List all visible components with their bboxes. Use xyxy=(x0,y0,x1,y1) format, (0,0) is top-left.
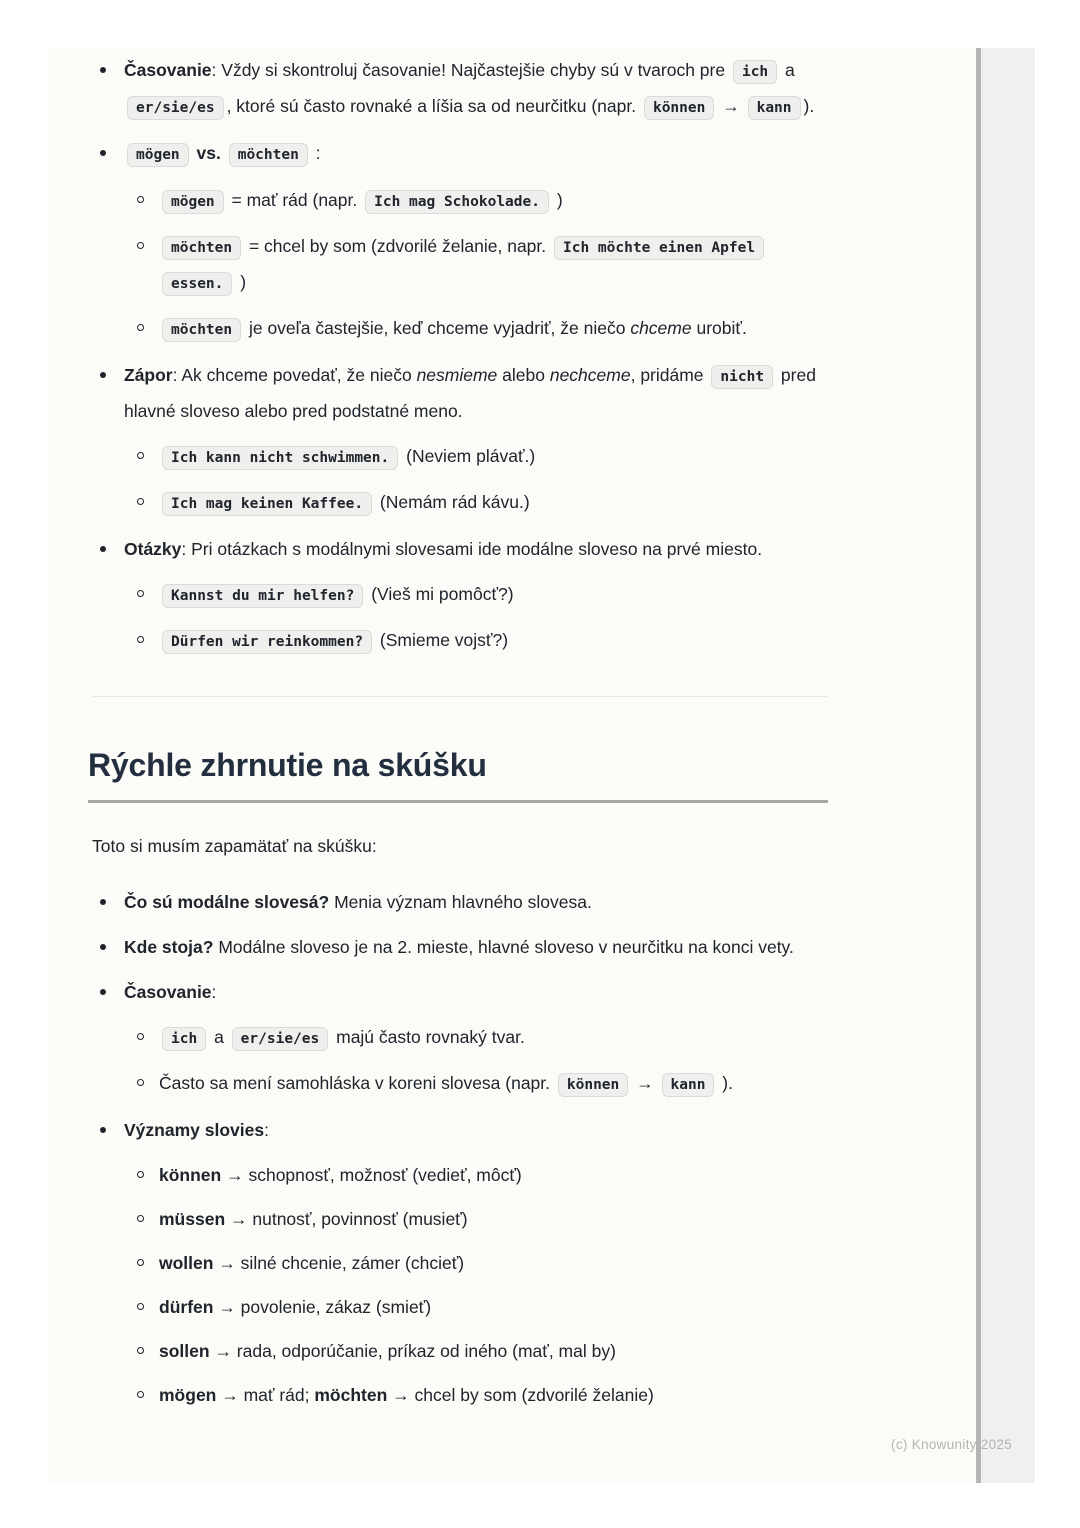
list-item-text xyxy=(159,311,828,347)
code-chip: Ich möchte einen Apfel essen. xyxy=(162,236,764,296)
sub-list-item xyxy=(137,1290,828,1324)
text-segment: : Pri otázkach s modálnymi slovesami ide modálne sloveso na prvé miesto. xyxy=(181,539,763,559)
text-segment: → schopnosť, možnosť (vedieť, môcť) xyxy=(221,1165,522,1185)
text-segment: a xyxy=(780,60,795,80)
code-chip: ich xyxy=(733,60,777,84)
code-chip: Ich kann nicht schwimmen. xyxy=(162,446,398,470)
list-item-text xyxy=(124,53,828,125)
text-segment: majú často rovnaký tvar. xyxy=(331,1027,525,1047)
summary-list xyxy=(92,885,828,1412)
bullet-circle-marker xyxy=(137,242,144,249)
bold-text: müssen xyxy=(159,1209,226,1229)
text-segment: , pridáme xyxy=(630,365,709,385)
text-segment: → xyxy=(631,1073,659,1093)
code-chip: er/sie/es xyxy=(127,96,224,120)
text-segment: (Nemám rád kávu.) xyxy=(375,492,530,512)
text-segment: urobiť. xyxy=(691,318,747,338)
text-segment: = mať rád (napr. xyxy=(226,190,363,210)
bullet-circle-marker xyxy=(137,324,144,331)
code-chip: Ich mag Schokolade. xyxy=(365,190,549,214)
adjacent-page-edge xyxy=(976,48,1035,1483)
sub-list-item xyxy=(137,1202,828,1236)
sub-list-item xyxy=(137,439,828,475)
code-chip: möchten xyxy=(229,143,308,167)
code-chip: Ich mag keinen Kaffee. xyxy=(162,492,372,516)
bold-text: wollen xyxy=(159,1253,214,1273)
sub-list-item xyxy=(137,229,828,301)
bold-text: Kde stoja? xyxy=(124,937,214,957)
bullet-disc-marker xyxy=(100,899,106,905)
list-item-text xyxy=(159,1202,828,1236)
list-item-text xyxy=(124,1113,828,1147)
text-segment: → rada, odporúčanie, príkaz od iného (mať, mal by) xyxy=(209,1341,616,1361)
bullet-circle-marker xyxy=(137,1079,144,1086)
sub-list-item xyxy=(137,1066,828,1102)
bullet-disc-marker xyxy=(100,944,106,950)
code-chip: Kannst du mir helfen? xyxy=(162,584,363,608)
list-item-text xyxy=(159,439,828,475)
bullet-disc-marker xyxy=(100,372,106,378)
list-item xyxy=(92,930,828,964)
bullet-disc-marker xyxy=(100,989,106,995)
code-chip: kann xyxy=(662,1073,715,1097)
text-segment: a xyxy=(209,1027,229,1047)
bullet-circle-marker xyxy=(137,1171,144,1178)
text-segment: → chcel by som (zdvorilé želanie) xyxy=(387,1385,654,1405)
list-item-text xyxy=(124,136,828,172)
page-content xyxy=(48,53,976,1412)
text-segment: Menia význam hlavného slovesa. xyxy=(329,892,592,912)
bold-text: Zápor xyxy=(124,365,173,385)
text-segment: → xyxy=(717,96,745,116)
bullet-circle-marker xyxy=(137,1347,144,1354)
code-chip: Dürfen wir reinkommen? xyxy=(162,630,372,654)
code-chip: mögen xyxy=(162,190,224,214)
text-segment: , ktoré sú často rovnaké a líšia sa od neurčitku (napr. xyxy=(226,96,641,116)
code-chip: er/sie/es xyxy=(232,1027,329,1051)
text-segment: → nutnosť, povinnosť (musieť) xyxy=(225,1209,468,1229)
list-item-text xyxy=(159,1158,828,1192)
bold-text: Otázky xyxy=(124,539,182,559)
code-chip: können xyxy=(558,1073,628,1097)
heading-underline-rule xyxy=(88,800,828,803)
sub-list-item xyxy=(137,485,828,521)
code-chip: können xyxy=(644,96,714,120)
italic-text: nechceme xyxy=(549,365,631,385)
bold-text: vs. xyxy=(191,143,226,163)
bold-text: Časovanie xyxy=(124,60,212,80)
list-item-text xyxy=(124,975,828,1009)
sub-list-item xyxy=(137,1378,828,1412)
bullet-circle-marker xyxy=(137,196,144,203)
code-chip: nicht xyxy=(711,365,773,389)
text-segment: → silné chcenie, zámer (chcieť) xyxy=(213,1253,465,1273)
sub-list-item xyxy=(137,311,828,347)
text-segment: ) xyxy=(235,272,247,292)
bullet-disc-marker xyxy=(100,150,106,156)
bullet-circle-marker xyxy=(137,498,144,505)
sub-list-item xyxy=(137,577,828,613)
text-segment: (Vieš mi pomôcť?) xyxy=(366,584,514,604)
text-segment: pred hlavné sloveso alebo pred podstatné meno. xyxy=(124,365,816,421)
bold-text: Časovanie xyxy=(124,982,212,1002)
text-segment: → mať rád; xyxy=(216,1385,315,1405)
text-segment: : Vždy si skontroluj časovanie! Najčastejšie chyby sú v tvaroch pre xyxy=(211,60,730,80)
code-chip: möchten xyxy=(162,318,241,342)
bold-text: mögen xyxy=(159,1385,217,1405)
sub-list-item xyxy=(137,623,828,659)
bold-text: Čo sú modálne slovesá? xyxy=(124,892,330,912)
text-segment: = chcel by som (zdvorilé želanie, napr. xyxy=(244,236,551,256)
bullet-circle-marker xyxy=(137,1033,144,1040)
bullet-disc-marker xyxy=(100,67,106,73)
watermark: (c) Knowunity 2025 xyxy=(891,1437,1012,1452)
bullet-circle-marker xyxy=(137,1215,144,1222)
code-chip: mögen xyxy=(127,143,189,167)
bullet-circle-marker xyxy=(137,1303,144,1310)
code-chip: möchten xyxy=(162,236,241,260)
section-heading: Rýchle zhrnutie na skúšku xyxy=(88,747,487,783)
text-segment: ). xyxy=(803,96,815,116)
list-item-text xyxy=(159,1334,828,1368)
list-item-text xyxy=(159,1378,828,1412)
sub-list-item xyxy=(137,1334,828,1368)
bullet-disc-marker xyxy=(100,1127,106,1133)
notes-top-list xyxy=(92,53,828,659)
list-item-text xyxy=(159,485,828,521)
italic-text: chceme xyxy=(630,318,692,338)
bullet-circle-marker xyxy=(137,1259,144,1266)
bullet-circle-marker xyxy=(137,1391,144,1398)
intro-paragraph: Toto si musím zapamätať na skúšku: xyxy=(92,836,377,856)
code-chip: ich xyxy=(162,1027,206,1051)
bullet-disc-marker xyxy=(100,546,106,552)
list-item-text xyxy=(159,1066,828,1102)
code-chip: kann xyxy=(748,96,801,120)
list-item xyxy=(92,885,828,919)
list-item-text xyxy=(124,885,828,919)
list-item-text xyxy=(159,183,828,219)
document-page xyxy=(48,48,976,1483)
list-item-text xyxy=(159,1020,828,1056)
bold-text: können xyxy=(159,1165,222,1185)
list-item xyxy=(92,975,828,1009)
sub-list-item xyxy=(137,1158,828,1192)
list-item-text xyxy=(159,229,828,301)
list-item xyxy=(92,136,828,172)
bold-text: Významy slovies xyxy=(124,1120,265,1140)
list-item xyxy=(92,358,828,428)
text-segment: → povolenie, zákaz (smieť) xyxy=(213,1297,432,1317)
bullet-circle-marker xyxy=(137,636,144,643)
list-item-text xyxy=(124,532,828,566)
text-segment: alebo xyxy=(497,365,550,385)
text-segment: ). xyxy=(717,1073,733,1093)
text-segment: ) xyxy=(551,190,563,210)
list-item xyxy=(92,1113,828,1147)
section-divider xyxy=(92,696,828,697)
list-item-text xyxy=(159,577,828,613)
list-item-text xyxy=(159,623,828,659)
text-segment: : xyxy=(310,143,321,163)
list-item xyxy=(92,532,828,566)
list-item-text xyxy=(124,930,828,964)
text-segment: (Smieme vojsť?) xyxy=(375,630,509,650)
sub-list-item xyxy=(137,183,828,219)
text-segment: Často sa mení samohláska v koreni slovesa (napr. xyxy=(159,1073,555,1093)
text-segment: : xyxy=(211,982,217,1002)
text-segment: : Ak chceme povedať, že niečo xyxy=(172,365,417,385)
text-segment: je oveľa častejšie, keď chceme vyjadriť, že niečo xyxy=(244,318,631,338)
sub-list-item xyxy=(137,1246,828,1280)
bold-text: sollen xyxy=(159,1341,210,1361)
bold-text: dürfen xyxy=(159,1297,214,1317)
list-item-text xyxy=(124,358,828,428)
text-segment: : xyxy=(264,1120,269,1140)
bullet-circle-marker xyxy=(137,452,144,459)
text-segment: Modálne sloveso je na 2. mieste, hlavné sloveso v neurčitku na konci vety. xyxy=(213,937,794,957)
list-item-text xyxy=(159,1246,828,1280)
bullet-circle-marker xyxy=(137,590,144,597)
sub-list-item xyxy=(137,1020,828,1056)
list-item-text xyxy=(159,1290,828,1324)
bold-text: möchten xyxy=(314,1385,388,1405)
list-item xyxy=(92,53,828,125)
italic-text: nesmieme xyxy=(416,365,498,385)
text-segment: (Neviem plávať.) xyxy=(401,446,536,466)
